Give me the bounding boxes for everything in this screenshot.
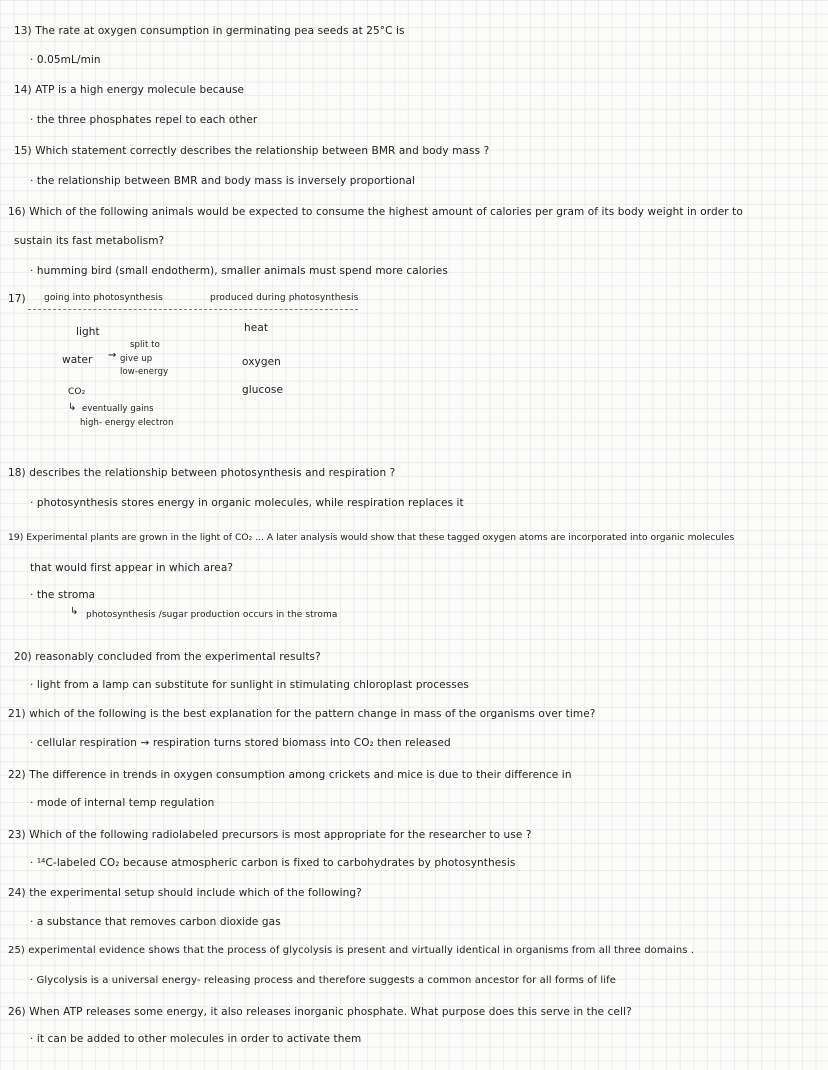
q16-question-line1: 16) Which of the following animals would be expected to consume the highest amount of calories per gram of its body weight in order to	[8, 206, 743, 218]
q17-table-divider	[28, 309, 358, 310]
q13-question: 13) The rate at oxygen consumption in germinating pea seeds at 25°C is	[14, 25, 405, 37]
q25-question: 25) experimental evidence shows that the process of glycolysis is present and virtually identical in organisms from all three domains .	[8, 945, 695, 956]
q17-water-note-2: give up	[120, 354, 153, 364]
q26-question: 26) When ATP releases some energy, it also releases inorganic phosphate. What purpose does this serve in the cell?	[8, 1006, 632, 1018]
curved-arrow-icon: ↳	[68, 402, 77, 413]
q17-left-header: going into photosynthesis	[44, 293, 163, 303]
q22-answer: · mode of internal temp regulation	[30, 797, 215, 809]
q18-answer: · photosynthesis stores energy in organic molecules, while respiration replaces it	[30, 497, 464, 509]
q17-water-note-1: split to	[130, 340, 160, 350]
squiggle-arrow-icon: ⇝	[108, 350, 117, 361]
q15-answer: · the relationship between BMR and body mass is inversely proportional	[30, 175, 416, 187]
q18-question: 18) describes the relationship between photosynthesis and respiration ?	[8, 467, 396, 479]
q22-question: 22) The difference in trends in oxygen consumption among crickets and mice is due to their difference in	[8, 769, 572, 781]
q17-oxygen: oxygen	[242, 356, 281, 368]
q17-co2-note-1: eventually gains	[82, 404, 154, 414]
q19-answer: · the stroma	[30, 589, 96, 601]
q14-answer: · the three phosphates repel to each other	[30, 114, 258, 126]
q17-co2-note-2: high- energy electron	[80, 418, 174, 428]
q13-answer: · 0.05mL/min	[30, 54, 101, 66]
q17-water-note-3: low-energy	[120, 367, 169, 377]
q21-question: 21) which of the following is the best explanation for the pattern change in mass of the organisms over time?	[8, 708, 596, 720]
q17-number: 17)	[8, 293, 26, 305]
q26-answer: · it can be added to other molecules in order to activate them	[30, 1033, 362, 1045]
curved-arrow-icon: ↳	[70, 606, 79, 617]
q14-question: 14) ATP is a high energy molecule because	[14, 84, 245, 96]
q17-water: water	[62, 354, 93, 366]
q20-question: 20) reasonably concluded from the experimental results?	[14, 651, 321, 663]
q23-answer: · ¹⁴C-labeled CO₂ because atmospheric carbon is fixed to carbohydrates by photosynthesis	[30, 857, 516, 869]
q24-answer: · a substance that removes carbon dioxide gas	[30, 916, 281, 928]
q19-question-line2: that would first appear in which area?	[30, 562, 234, 574]
q21-answer: · cellular respiration ⇝ respiration turns stored biomass into CO₂ then released	[30, 737, 451, 749]
q17-co2: CO₂	[68, 387, 86, 397]
q15-question: 15) Which statement correctly describes the relationship between BMR and body mass ?	[14, 145, 490, 157]
q20-answer: · light from a lamp can substitute for sunlight in stimulating chloroplast processes	[30, 679, 469, 691]
q25-answer: · Glycolysis is a universal energy- releasing process and therefore suggests a common ancestor for all forms of life	[30, 975, 616, 986]
q19-question-line1: 19) Experimental plants are grown in the light of CO₂ ... A later analysis would show that these tagged oxygen atoms are incorporated into organic molecules	[8, 532, 735, 543]
q17-heat: heat	[244, 322, 269, 334]
q17-light: light	[76, 326, 100, 338]
q17-right-header: produced during photosynthesis	[210, 293, 359, 303]
q23-question: 23) Which of the following radiolabeled precursors is most appropriate for the researcher to use ?	[8, 829, 532, 841]
q17-glucose: glucose	[242, 384, 284, 396]
q16-answer: · humming bird (small endotherm), smaller animals must spend more calories	[30, 265, 448, 277]
q24-question: 24) the experimental setup should include which of the following?	[8, 887, 362, 899]
q19-note: photosynthesis /sugar production occurs in the stroma	[86, 610, 338, 620]
q16-question-line2: sustain its fast metabolism?	[14, 235, 165, 247]
